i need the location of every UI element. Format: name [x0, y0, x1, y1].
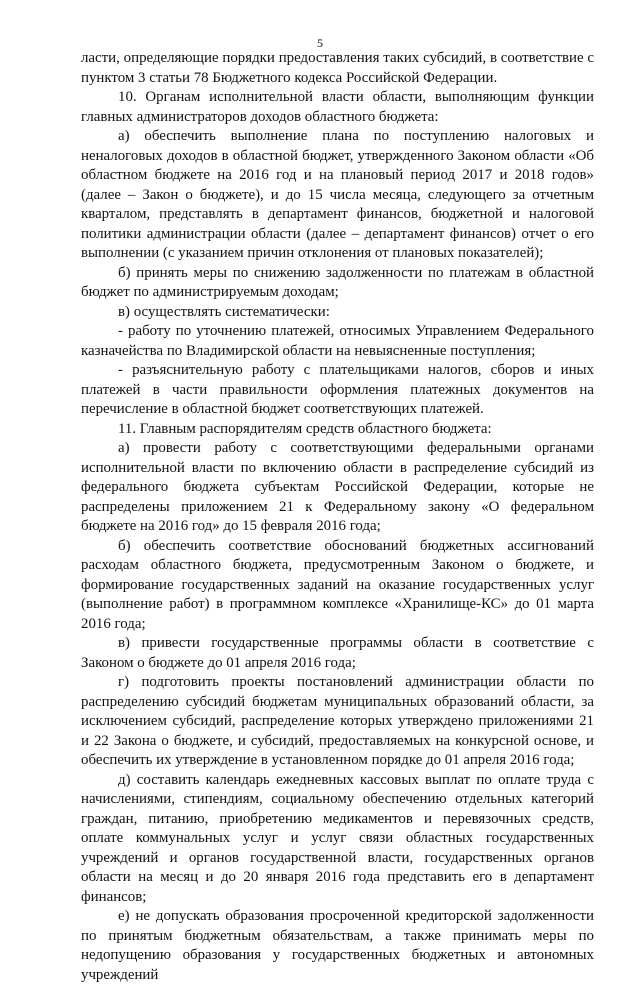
paragraph-item-11: 11. Главным распорядителям средств областного бюджета: — [118, 420, 492, 437]
paragraph-item-11a: а) провести работу с соответствующими федеральными органами исполнительной власти по включению области в распределение субсидий из федерального бюджета субъектам Российской Федерации, которые не распределены приложением 21 к Федеральному закону «О федеральном бюджете на 2016 год» до 15 февраля 2016 года; — [81, 440, 594, 534]
paragraph-item-10: 10. Органам исполнительной власти области, выполняющим функции главных администраторов доходов областного бюджета: — [81, 89, 594, 125]
paragraph-item-11d: д) составить календарь ежедневных кассовых выплат по оплате труда с начислениями, стипендиям, социальному обеспечению отдельных категорий граждан, питанию, приобретению медикаментов и перевязочных средств, оплате коммунальных услуг и услуг связи областных государственных учреждений и органов государственной власти, государственных органов области на месяц и до 20 января 2016 года представить его в департамент финансов; — [81, 771, 594, 905]
paragraph-item-10a: а) обеспечить выполнение плана по поступлению налоговых и неналоговых доходов в областной бюджет, утвержденного Законом области «Об областном бюджете на 2016 год и на плановый период 2017 и 2018 годов» (далее – Закон о бюджете), и до 15 числа месяца, следующего за отчетным кварталом, представлять в департамент финансов, бюджетной и налоговой политики администрации области (далее – департамент финансов) отчет о его выполнении (с указанием причин отклонения от плановых показателей); — [81, 128, 594, 261]
paragraph-item-10v: в) осуществлять систематически: — [118, 303, 330, 320]
paragraph-bullet-1: - работу по уточнению платежей, относимых Управлением Федерального казначейства по Владимирской области на невыясненные поступления; — [81, 323, 594, 359]
paragraph-item-11g: г) подготовить проекты постановлений администрации области по распределению субсидий бюджетам муниципальных образований области, за исключением субсидий, распределение которых утверждено приложениями 21 и 22 Закона о бюджете, и субсидий, предоставляемых на конкурсной основе, и обеспечить их утверждение в установленном порядке до 01 апреля 2016 года; — [81, 674, 594, 768]
paragraph-item-11b: б) обеспечить соответствие обоснований бюджетных ассигнований расходам областного бюджета, предусмотренным Законом о бюджете, и формирование государственных заданий на оказание государственных услуг (выполнение работ) в программном комплексе «Хранилище-КС» до 01 марта 2016 года; — [81, 537, 594, 632]
paragraph-bullet-2: - разъяснительную работу с плательщиками налогов, сборов и иных платежей в части правильности оформления платежных документов на перечисление в областной бюджет соответствующих платежей. — [81, 362, 594, 417]
page-number: 5 — [317, 36, 323, 50]
paragraph-item-10b: б) принять меры по снижению задолженности по платежам в областной бюджет по администрируемым доходам; — [81, 264, 594, 300]
document-body — [81, 49, 594, 985]
paragraph-continuation: ласти, определяющие порядки предоставления таких субсидий, в соответствие с пунктом 3 статьи 78 Бюджетного кодекса Российской Федерации. — [81, 50, 594, 86]
paragraph-item-11e: е) не допускать образования просроченной кредиторской задолженности по принятым бюджетным обязательствам, а также принимать меры по недопущению образования у государственных бюджетных и автономных учреждений — [81, 908, 594, 983]
paragraph-item-11v: в) привести государственные программы области в соответствие с Законом о бюджете до 01 апреля 2016 года; — [81, 635, 594, 671]
